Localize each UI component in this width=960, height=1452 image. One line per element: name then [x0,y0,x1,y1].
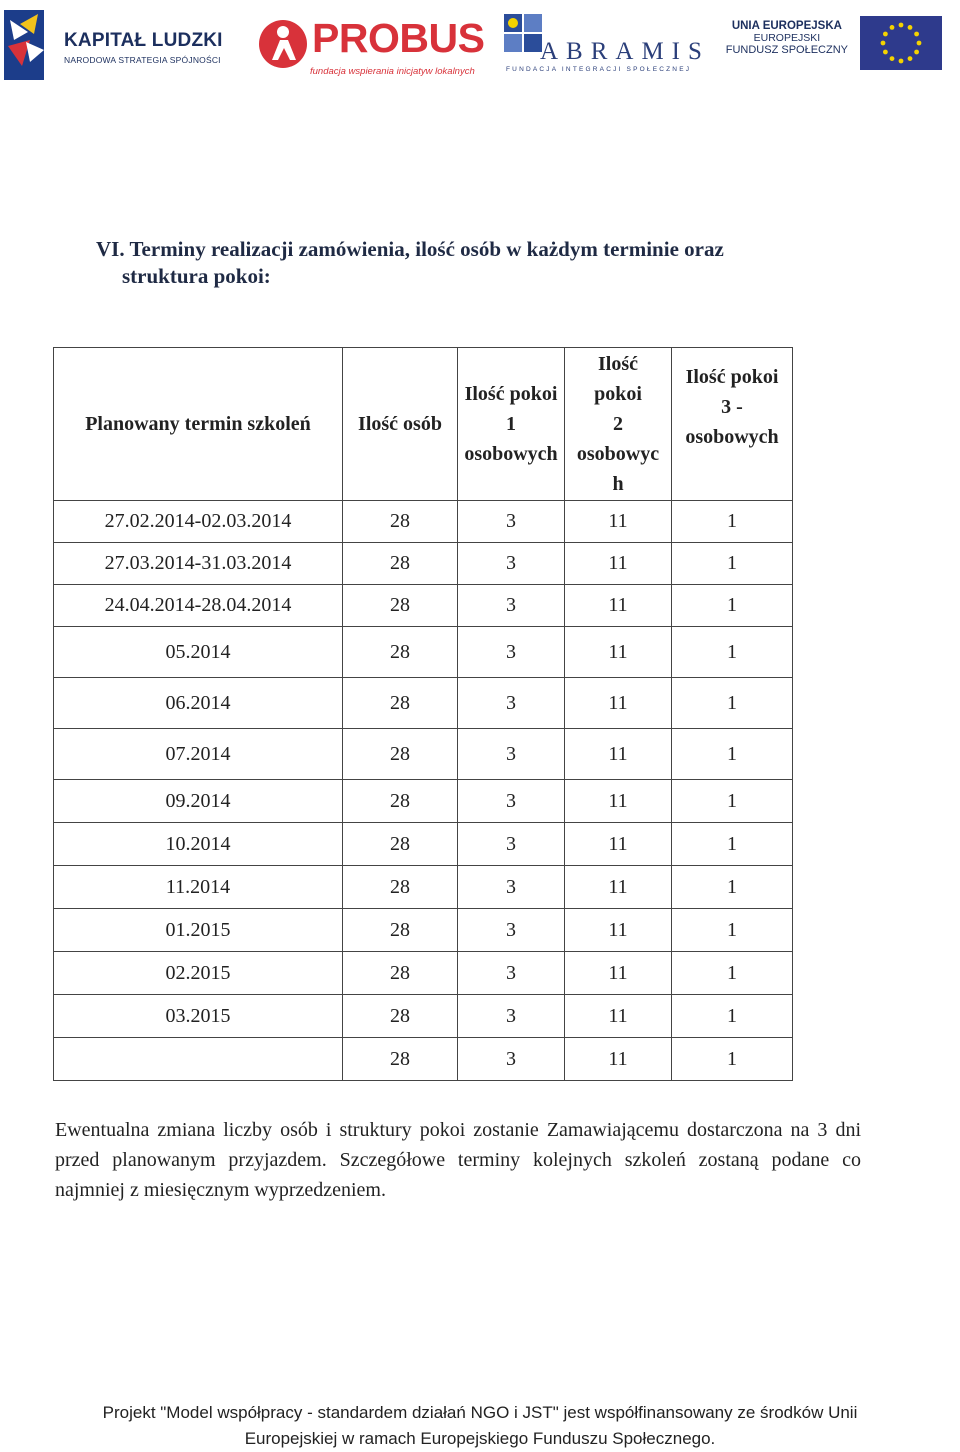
cell-rooms-2: 11 [565,780,672,823]
section-heading-line1: Terminy realizacji zamówienia, ilość osób w każdym terminie oraz [129,237,724,261]
abramis-title: ABRAMIS [540,38,710,65]
table-row [54,585,793,627]
table-row [54,729,793,780]
header-logos [0,0,960,90]
note-paragraph: Ewentualna zmiana liczby osób i struktury pokoi zostanie Zamawiającemu dostarczona na 3 dni przed planowanym przyjazdem. Szczegółowe terminy kolejnych szkoleń zostaną podane co najmniej z miesięcznym wyprzedzeniem. [55,1119,861,1201]
eu-line3: FUNDUSZ SPOŁECZNY [725,44,848,56]
cell-term: 09.2014 [54,780,343,823]
schedule-table [53,347,793,1081]
cell-persons: 28 [343,627,458,678]
header-rooms-3 [672,348,793,501]
cell-persons: 28 [343,823,458,866]
kapital-ludzki-mark-icon [4,10,48,80]
header-rooms-1-line: osobowych [464,443,558,465]
cell-rooms-3: 1 [672,909,793,952]
probus-subtitle: fundacja wspierania inicjatyw lokalnych [310,66,475,77]
cell-persons: 28 [343,909,458,952]
cell-rooms-3: 1 [672,952,793,995]
header-rooms-2-line: 2 [613,413,623,435]
cell-term: 24.04.2014-28.04.2014 [54,585,343,627]
header-rooms-3-line: osobowych [685,426,779,448]
cell-rooms-2: 11 [565,627,672,678]
footer-line2: Europejskiej w ramach Europejskiego Funduszu Społecznego. [244,1429,716,1448]
section-number: VI. [96,237,125,261]
header-rooms-1-line: 1 [506,413,516,435]
footer-line1: Projekt "Model współpracy - standardem działań NGO i JST" jest współfinansowany ze środków Unii [102,1403,858,1422]
kapital-ludzki-logo [4,8,234,84]
probus-logo [258,14,485,84]
table-row [54,678,793,729]
header-rooms-2-line: pokoi [594,383,642,405]
cell-rooms-1: 3 [458,909,565,952]
header-persons: Ilość osób [343,348,458,501]
eu-text [726,20,848,56]
abramis-subtitle: FUNDACJA INTEGRACJI SPOŁECZNEJ [506,66,692,73]
cell-rooms-3: 1 [672,995,793,1038]
cell-rooms-2: 11 [565,823,672,866]
cell-term: 11.2014 [54,866,343,909]
cell-term: 02.2015 [54,952,343,995]
table-header-row [54,348,793,501]
header-rooms-2-line: Ilość [598,353,638,375]
table-row [54,823,793,866]
cell-rooms-2: 11 [565,909,672,952]
eu-line2: EUROPEJSKI [753,32,821,44]
cell-rooms-2: 11 [565,866,672,909]
cell-rooms-2: 11 [565,729,672,780]
cell-term: 03.2015 [54,995,343,1038]
cell-term: 05.2014 [54,627,343,678]
cell-term: 01.2015 [54,909,343,952]
table-row [54,952,793,995]
kapital-ludzki-subtitle: NARODOWA STRATEGIA SPÓJNOŚCI [64,55,221,65]
cell-term [54,1038,343,1081]
cell-rooms-2: 11 [565,543,672,585]
kapital-ludzki-title: KAPITAŁ LUDZKI [64,30,223,51]
cell-term: 07.2014 [54,729,343,780]
cell-rooms-1: 3 [458,780,565,823]
cell-rooms-1: 3 [458,823,565,866]
cell-rooms-1: 3 [458,729,565,780]
page-footer [40,1400,920,1452]
section-heading [96,236,816,290]
header-term: Planowany termin szkoleń [54,348,343,501]
cell-rooms-2: 11 [565,952,672,995]
cell-rooms-3: 1 [672,678,793,729]
cell-persons: 28 [343,729,458,780]
table-row [54,1038,793,1081]
cell-persons: 28 [343,952,458,995]
table-row [54,909,793,952]
cell-persons: 28 [343,866,458,909]
header-rooms-3-line: Ilość pokoi [685,366,779,388]
cell-rooms-2: 11 [565,678,672,729]
table-row [54,780,793,823]
cell-rooms-1: 3 [458,995,565,1038]
header-rooms-2 [565,348,672,501]
cell-persons: 28 [343,585,458,627]
header-rooms-1 [458,348,565,501]
cell-rooms-3: 1 [672,543,793,585]
cell-rooms-2: 11 [565,501,672,543]
probus-mark-icon [258,16,308,72]
cell-rooms-1: 3 [458,952,565,995]
eu-line1: UNIA EUROPEJSKA [731,20,842,32]
probus-title: PROBUS [312,15,485,61]
table-row [54,501,793,543]
cell-rooms-3: 1 [672,823,793,866]
cell-rooms-2: 11 [565,585,672,627]
cell-term: 27.03.2014-31.03.2014 [54,543,343,585]
table-row [54,543,793,585]
header-rooms-2-line: osobowyc [576,443,660,465]
cell-term: 06.2014 [54,678,343,729]
abramis-logo [504,14,710,80]
cell-rooms-1: 3 [458,866,565,909]
cell-rooms-3: 1 [672,1038,793,1081]
cell-persons: 28 [343,501,458,543]
cell-rooms-1: 3 [458,501,565,543]
header-rooms-1-line: Ilość pokoi [464,383,558,405]
eu-logo [725,16,946,76]
header-rooms-2-line: h [612,473,624,495]
cell-term: 10.2014 [54,823,343,866]
cell-persons: 28 [343,995,458,1038]
table-row [54,995,793,1038]
cell-persons: 28 [343,1038,458,1081]
cell-persons: 28 [343,678,458,729]
cell-rooms-3: 1 [672,780,793,823]
cell-rooms-2: 11 [565,1038,672,1081]
cell-rooms-3: 1 [672,627,793,678]
section-heading-line2: struktura pokoi: [122,264,271,288]
cell-rooms-1: 3 [458,585,565,627]
cell-rooms-1: 3 [458,1038,565,1081]
cell-rooms-3: 1 [672,585,793,627]
cell-persons: 28 [343,780,458,823]
cell-rooms-1: 3 [458,543,565,585]
header-rooms-3-line: 3 - [721,396,743,418]
cell-rooms-3: 1 [672,729,793,780]
table-row [54,866,793,909]
cell-rooms-1: 3 [458,627,565,678]
eu-flag-icon [860,16,942,70]
table-row [54,627,793,678]
cell-rooms-2: 11 [565,995,672,1038]
cell-term: 27.02.2014-02.03.2014 [54,501,343,543]
cell-persons: 28 [343,543,458,585]
cell-rooms-3: 1 [672,501,793,543]
cell-rooms-1: 3 [458,678,565,729]
cell-rooms-3: 1 [672,866,793,909]
